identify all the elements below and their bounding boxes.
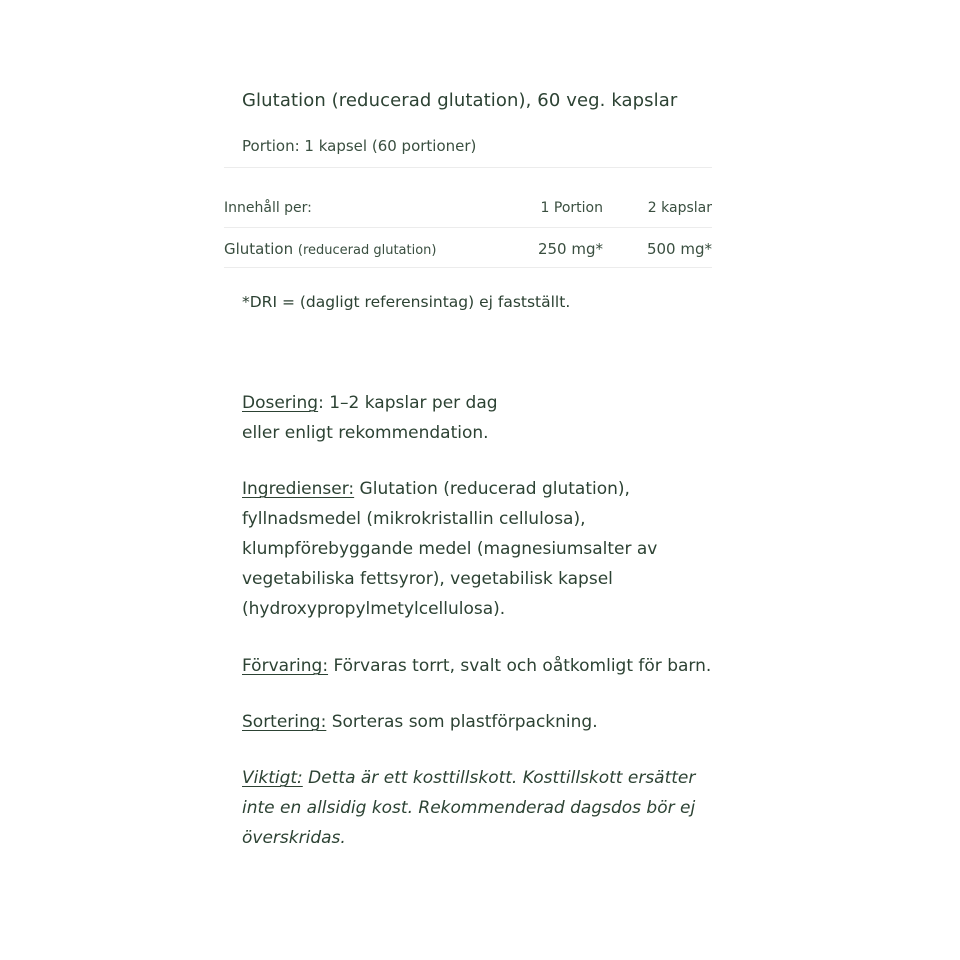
nutrition-table-header — [224, 195, 712, 235]
nutrition-table — [224, 195, 712, 275]
row-value-portion: 250 mg* — [537, 240, 603, 258]
sorting-text: Sorteras som plastförpackning. — [326, 712, 598, 732]
ingredients-text-line3: klumpförebyggande medel (magnesiumsalter av — [242, 539, 658, 559]
row-value-capsules: 500 mg* — [646, 240, 712, 258]
important-text-line2: inte en allsidig kost. Rekommenderad dagsdos bör ej — [242, 798, 696, 818]
ingredients-text: Glutation (reducerad glutation), — [354, 479, 630, 499]
header-col-capsules: 2 kapslar — [647, 200, 712, 216]
dri-note: *DRI = (dagligt referensintag) ej fastställt. — [242, 293, 571, 311]
important-text-line3: överskridas. — [242, 828, 346, 848]
important-text: Detta är ett kosttillskott. Kosttillskott ersätter — [302, 768, 696, 788]
row-name-sub: (reducerad glutation) — [297, 243, 437, 258]
storage-text: Förvaras torrt, svalt och oåtkomligt för barn. — [328, 656, 712, 676]
ingredients-label: Ingredienser: — [242, 479, 355, 499]
ingredients-text-line2: fyllnadsmedel (mikrokristallin cellulosa), — [242, 509, 586, 529]
row-name-main: Glutation — [224, 240, 294, 258]
row-name — [224, 240, 437, 258]
ingredients-text-line5: (hydroxypropylmetylcellulosa). — [242, 599, 506, 619]
dosage-text: : 1–2 kapslar per dag — [318, 393, 498, 413]
ingredients-text-line4: vegetabiliska fettsyror), vegetabilisk kapsel — [242, 569, 613, 589]
portion-info: Portion: 1 kapsel (60 portioner) — [242, 137, 477, 155]
important-section — [242, 763, 722, 853]
storage-label: Förvaring: — [242, 656, 329, 676]
product-title: Glutation (reducerad glutation), 60 veg. kapslar — [242, 90, 678, 111]
important-label: Viktigt: — [242, 768, 303, 788]
table-row — [224, 235, 712, 275]
sorting-label: Sortering: — [242, 712, 327, 732]
ingredients-section — [242, 474, 722, 624]
divider — [224, 227, 712, 228]
header-col-portion: 1 Portion — [540, 200, 603, 216]
dosage-text-line2: eller enligt rekommendation. — [242, 423, 489, 443]
divider — [224, 167, 712, 168]
divider — [224, 267, 712, 268]
sorting-section — [242, 707, 722, 737]
header-label: Innehåll per: — [224, 200, 312, 216]
storage-section — [242, 651, 722, 681]
dosage-label: Dosering — [242, 393, 319, 413]
dosage-section — [242, 388, 722, 448]
